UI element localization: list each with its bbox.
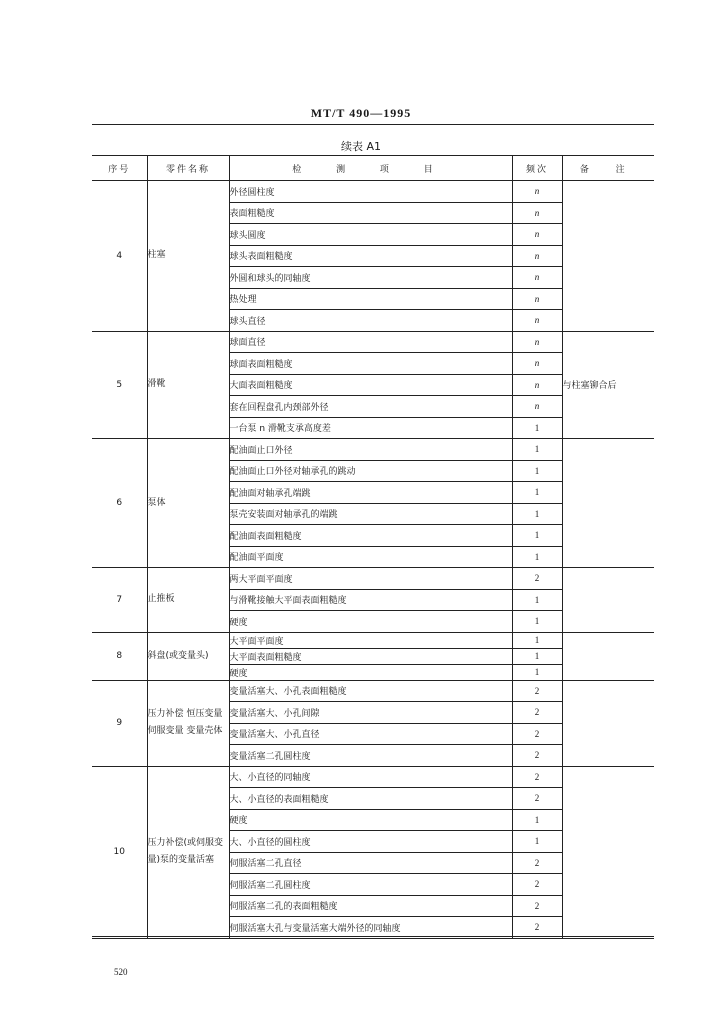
header-rule <box>92 124 654 125</box>
inspection-item: 硬度 <box>229 664 512 680</box>
inspection-frequency: n <box>512 202 562 224</box>
inspection-frequency: 1 <box>512 589 562 611</box>
inspection-frequency: 1 <box>512 439 562 461</box>
inspection-item: 变量活塞二孔圆柱度 <box>229 745 512 767</box>
col-header-freq: 频次 <box>512 156 562 181</box>
inspection-item: 大平面平面度 <box>229 632 512 648</box>
inspection-item: 球面直径 <box>229 331 512 353</box>
row-number: 6 <box>92 439 147 568</box>
inspection-item: 大平面表面粗糙度 <box>229 648 512 664</box>
inspection-frequency: 1 <box>512 460 562 482</box>
row-number: 4 <box>92 181 147 332</box>
remark <box>562 632 654 680</box>
part-name: 压力补偿(或伺服变量)泵的变量活塞 <box>147 766 229 938</box>
inspection-item: 表面粗糙度 <box>229 202 512 224</box>
inspection-frequency: 2 <box>512 745 562 767</box>
inspection-item: 外径圆柱度 <box>229 181 512 203</box>
inspection-item: 外圆和球头的同轴度 <box>229 267 512 289</box>
standard-number: MT/T 490—1995 <box>310 106 412 120</box>
page-number: 520 <box>114 967 128 977</box>
inspection-table <box>92 155 654 939</box>
inspection-item: 大、小直径的圆柱度 <box>229 831 512 853</box>
part-name: 滑靴 <box>147 331 229 439</box>
inspection-frequency: n <box>512 396 562 418</box>
inspection-item: 变量活塞大、小孔间隙 <box>229 702 512 724</box>
inspection-frequency: 1 <box>512 546 562 568</box>
inspection-frequency: n <box>512 181 562 203</box>
remark: 与柱塞铆合后 <box>562 331 654 439</box>
inspection-item: 球头直径 <box>229 310 512 332</box>
inspection-item: 变量活塞大、小孔直径 <box>229 723 512 745</box>
inspection-item: 伺服活塞二孔圆柱度 <box>229 874 512 896</box>
col-header-part: 零件名称 <box>147 156 229 181</box>
inspection-item: 大、小直径的同轴度 <box>229 766 512 788</box>
inspection-item: 变量活塞大、小孔表面粗糙度 <box>229 680 512 702</box>
table-caption: 续表 A1 <box>340 140 382 153</box>
inspection-item: 球面表面粗糙度 <box>229 353 512 375</box>
inspection-frequency: 2 <box>512 895 562 917</box>
inspection-frequency: 2 <box>512 568 562 590</box>
inspection-item: 套在回程盘孔内颈部外径 <box>229 396 512 418</box>
inspection-frequency: n <box>512 267 562 289</box>
remark <box>562 766 654 938</box>
inspection-frequency: 1 <box>512 664 562 680</box>
inspection-frequency: 2 <box>512 852 562 874</box>
inspection-item: 配油面止口外径 <box>229 439 512 461</box>
inspection-frequency: 2 <box>512 702 562 724</box>
inspection-frequency: 1 <box>512 809 562 831</box>
row-number: 10 <box>92 766 147 938</box>
row-number: 5 <box>92 331 147 439</box>
inspection-frequency: 1 <box>512 611 562 633</box>
inspection-frequency: 2 <box>512 680 562 702</box>
inspection-item: 配油面止口外径对轴承孔的跳动 <box>229 460 512 482</box>
inspection-item: 大面表面粗糙度 <box>229 374 512 396</box>
inspection-frequency: 1 <box>512 831 562 853</box>
inspection-frequency: 2 <box>512 766 562 788</box>
inspection-frequency: n <box>512 245 562 267</box>
table-body <box>92 181 654 939</box>
col-header-note: 备 注 <box>562 156 654 181</box>
col-header-no: 序号 <box>92 156 147 181</box>
inspection-item: 热处理 <box>229 288 512 310</box>
inspection-frequency: 1 <box>512 417 562 439</box>
inspection-item: 伺服活塞二孔的表面粗糙度 <box>229 895 512 917</box>
part-name: 止推板 <box>147 568 229 633</box>
inspection-item: 配油面对轴承孔端跳 <box>229 482 512 504</box>
inspection-frequency: n <box>512 374 562 396</box>
inspection-item: 伺服活塞二孔直径 <box>229 852 512 874</box>
remark <box>562 568 654 633</box>
table-row <box>92 331 654 353</box>
inspection-item: 两大平面平面度 <box>229 568 512 590</box>
inspection-frequency: 2 <box>512 874 562 896</box>
inspection-frequency: n <box>512 288 562 310</box>
inspection-item: 配油面表面粗糙度 <box>229 525 512 547</box>
inspection-frequency: n <box>512 224 562 246</box>
table-row <box>92 632 654 648</box>
inspection-frequency: n <box>512 331 562 353</box>
inspection-frequency: 2 <box>512 917 562 939</box>
inspection-item: 配油面平面度 <box>229 546 512 568</box>
inspection-frequency: 1 <box>512 632 562 648</box>
table-row <box>92 439 654 461</box>
inspection-item: 与滑靴接触大平面表面粗糙度 <box>229 589 512 611</box>
inspection-item: 硬度 <box>229 809 512 831</box>
remark <box>562 680 654 766</box>
row-number: 8 <box>92 632 147 680</box>
col-header-item: 检 测 项 目 <box>229 156 512 181</box>
part-name: 泵体 <box>147 439 229 568</box>
inspection-frequency: 1 <box>512 482 562 504</box>
inspection-frequency: n <box>512 353 562 375</box>
inspection-item: 球头圆度 <box>229 224 512 246</box>
inspection-item: 泵壳安装面对轴承孔的端跳 <box>229 503 512 525</box>
remark <box>562 439 654 568</box>
inspection-frequency: 1 <box>512 648 562 664</box>
inspection-frequency: 1 <box>512 525 562 547</box>
table-row <box>92 680 654 702</box>
table-header-row <box>92 156 654 181</box>
row-number: 7 <box>92 568 147 633</box>
inspection-frequency: n <box>512 310 562 332</box>
part-name: 斜盘(或变量头) <box>147 632 229 680</box>
row-number: 9 <box>92 680 147 766</box>
inspection-item: 一台泵 n 滑靴支承高度差 <box>229 417 512 439</box>
inspection-item: 硬度 <box>229 611 512 633</box>
table-row <box>92 181 654 203</box>
footer-rule <box>92 936 654 937</box>
part-name: 柱塞 <box>147 181 229 332</box>
inspection-frequency: 1 <box>512 503 562 525</box>
inspection-frequency: 2 <box>512 723 562 745</box>
part-name: 压力补偿 恒压变量 伺服变量 变量壳体 <box>147 680 229 766</box>
inspection-item: 球头表面粗糙度 <box>229 245 512 267</box>
inspection-item: 伺服活塞大孔与变量活塞大端外径的同轴度 <box>229 917 512 939</box>
inspection-frequency: 2 <box>512 788 562 810</box>
table-row <box>92 766 654 788</box>
remark <box>562 181 654 332</box>
inspection-item: 大、小直径的表面粗糙度 <box>229 788 512 810</box>
table-row <box>92 568 654 590</box>
